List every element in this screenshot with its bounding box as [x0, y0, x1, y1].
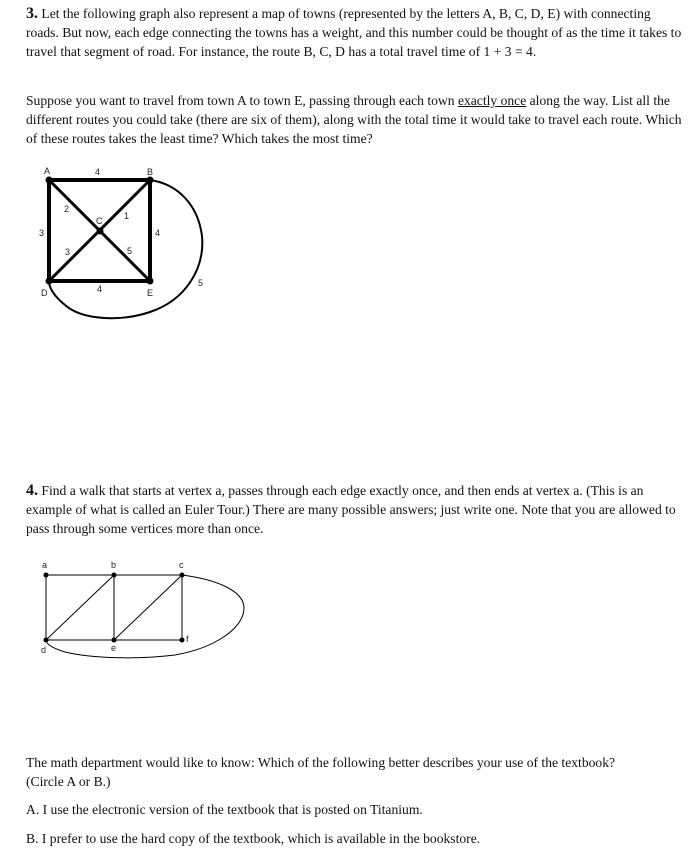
edge-b-d [46, 575, 114, 640]
weight-CD: 3 [65, 247, 71, 257]
weight-BE: 4 [155, 228, 161, 238]
vertex-label-e: e [111, 643, 117, 653]
survey-option-b[interactable]: B. I prefer to use the hard copy of the textbook, which is available in the bookstore. [26, 831, 481, 846]
vertex-label-A: A [44, 166, 51, 176]
vertex-e [112, 638, 117, 643]
vertex-label-b: b [111, 560, 117, 570]
vertex-label-a: a [42, 560, 48, 570]
q3-instructions: Suppose you want to travel from town A to town E, passing through each town exactly once along the way. List all the different routes you could take (there are six of them), along with the total time it would take to travel each route. Which of these routes takes the least time? Which takes the most time? [26, 93, 682, 146]
weight-CE: 5 [127, 246, 133, 256]
weight-DE: 4 [97, 284, 103, 294]
vertex-a [44, 573, 49, 578]
vertex-label-f: f [186, 634, 189, 644]
survey-question: The math department would like to know: Which of the following better describes your use of the textbook? (Circle A or B.) [26, 755, 616, 789]
q3-intro-text: Let the following graph also represent a map of towns (represented by the letters A, B, C, D, E) with connecting roads. But now, each edge connecting the towns has a weight, and this number could be thought of as the time it takes to travel that segment of road. For instance, the route B, C, D has a total travel time of 1 + 3 = 4. [26, 6, 682, 59]
weight-CB: 1 [124, 211, 130, 221]
q4-number: 4. [26, 482, 38, 499]
edge-c-e [114, 575, 182, 640]
q3-number: 3. [26, 5, 38, 22]
exactly-once-underlined: exactly once [457, 93, 527, 108]
weight-BD-arc: 5 [198, 278, 204, 288]
weight-AB: 4 [95, 167, 101, 177]
vertex-f [180, 638, 185, 643]
weight-AD: 3 [39, 228, 45, 238]
vertex-d [44, 638, 49, 643]
vertex-label-c: c [179, 560, 184, 570]
vertex-label-B: B [147, 167, 154, 177]
vertex-label-C: C [96, 216, 103, 226]
vertex-c [180, 573, 185, 578]
q4-body: Find a walk that starts at vertex a, passes through each edge exactly once, and then ends at vertex a. (This is an example of what is called an Euler Tour.) There are many possible answers; just write one. Note that you are allowed to pass through some vertices more than once. [26, 483, 676, 536]
vertex-label-E: E [147, 288, 154, 298]
survey-option-a[interactable]: A. I use the electronic version of the textbook that is posted on Titanium. [26, 802, 423, 817]
vertex-b [112, 573, 117, 578]
vertex-label-D: D [41, 288, 48, 298]
weight-AC: 2 [64, 204, 70, 214]
vertex-label-d: d [41, 645, 47, 655]
edge-c-d-arc [46, 575, 244, 658]
